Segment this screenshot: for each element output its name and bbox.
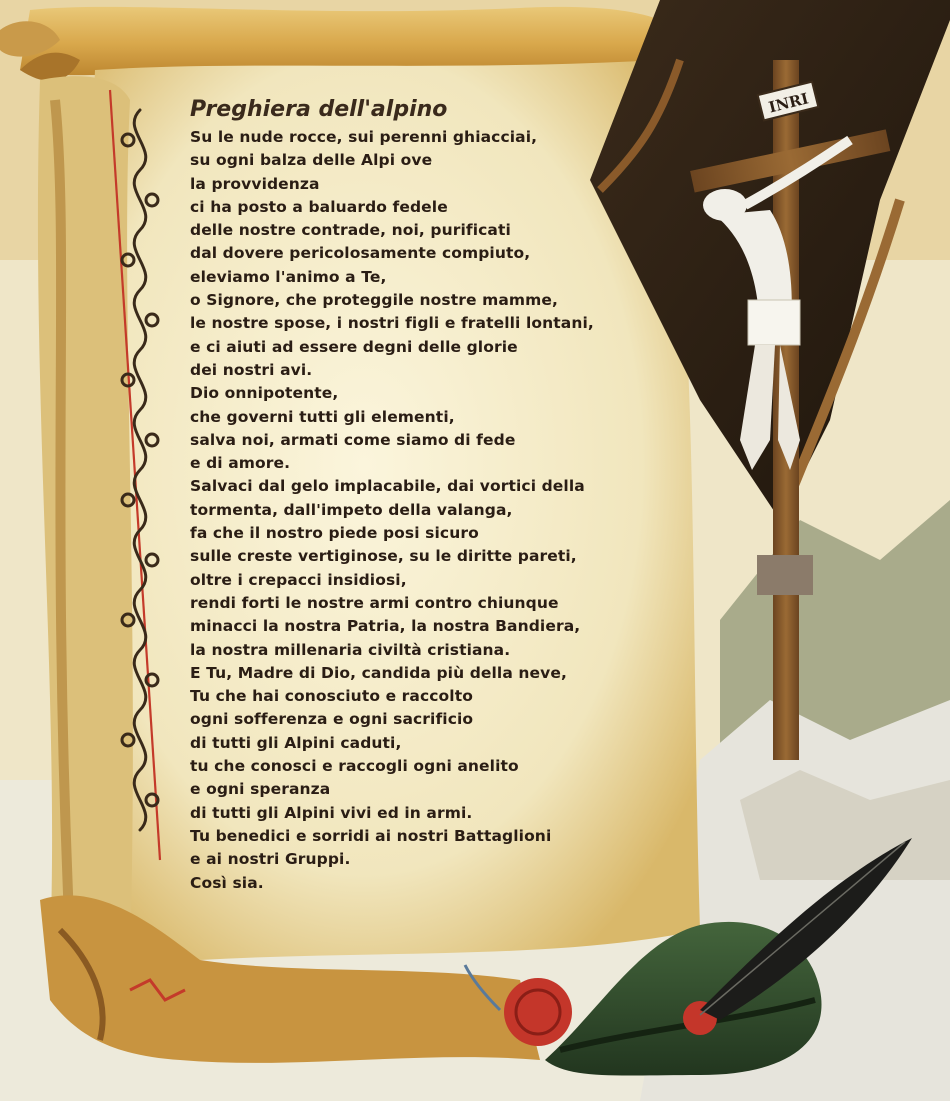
poem-line: e ci aiuti ad essere degni delle glorie: [190, 337, 518, 356]
poem-line: Tu che hai conosciuto e raccolto: [190, 687, 473, 706]
poem-line: la nostra millenaria civiltà cristiana.: [190, 640, 511, 659]
poem-line: su ogni balza delle Alpi ove: [190, 151, 433, 170]
poem-title: Preghiera dell'alpino: [190, 97, 448, 122]
poem: [190, 96, 660, 895]
poem-line: oltre i crepacci insidiosi,: [190, 570, 407, 589]
poem-line: fa che il nostro piede posi sicuro: [190, 524, 479, 543]
poem-line: le nostre spose, i nostri figli e fratelli lontani,: [190, 314, 594, 333]
poem-line: la provvidenza: [190, 174, 320, 193]
poem-line: ogni sofferenza e ogni sacrificio: [190, 710, 474, 729]
poem-line: Salvaci dal gelo implacabile, dai vortici della: [190, 477, 585, 496]
poem-line: Tu benedici e sorridi ai nostri Battaglioni: [190, 826, 552, 845]
poem-line: eleviamo l'animo a Te,: [190, 267, 387, 286]
poem-line: di tutti gli Alpini caduti,: [190, 733, 402, 752]
poem-line: dei nostri avi.: [190, 360, 313, 379]
poem-line: tu che conosci e raccogli ogni anelito: [190, 757, 519, 776]
poem-line: dal dovere pericolosamente compiuto,: [190, 244, 531, 263]
poem-lines: [190, 126, 660, 895]
poem-line: Dio onnipotente,: [190, 384, 339, 403]
poem-line: e ogni speranza: [190, 780, 331, 799]
poem-line: tormenta, dall'impeto della valanga,: [190, 500, 513, 519]
poem-line: sulle creste vertiginose, su le diritte pareti,: [190, 547, 577, 566]
crucifix-inscription: INRI: [766, 89, 811, 117]
poem-line: minacci la nostra Patria, la nostra Bandiera,: [190, 617, 581, 636]
poem-line: e ai nostri Gruppi.: [190, 850, 351, 869]
poem-line: di tutti gli Alpini vivi ed in armi.: [190, 803, 473, 822]
poem-line: o Signore, che proteggile nostre mamme,: [190, 291, 558, 310]
poem-line: e di amore.: [190, 454, 291, 473]
poem-line: rendi forti le nostre armi contro chiunque: [190, 593, 559, 612]
poem-line: che governi tutti gli elementi,: [190, 407, 455, 426]
poem-line: Così sia.: [190, 873, 264, 892]
poem-line: Su le nude rocce, sui perenni ghiacciai,: [190, 128, 538, 146]
poem-line: salva noi, armati come siamo di fede: [190, 430, 516, 449]
poem-line: ci ha posto a baluardo fedele: [190, 197, 448, 216]
poem-line: E Tu, Madre di Dio, candida più della neve,: [190, 663, 567, 682]
poem-line: delle nostre contrade, noi, purificati: [190, 221, 511, 240]
